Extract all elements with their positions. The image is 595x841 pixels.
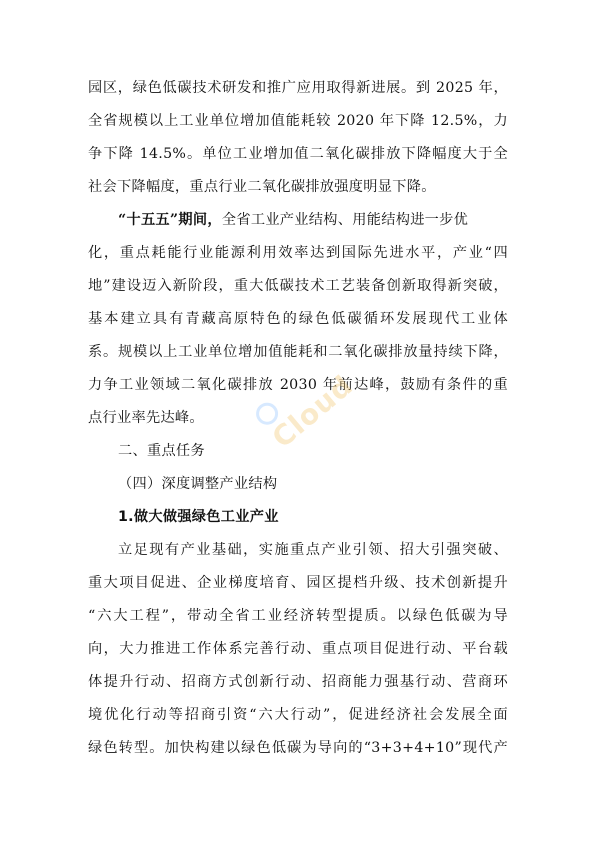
paragraph2-line-6: 力争工业领域二氧化碳排放 2030 年前达峰，鼓励有条件的重 [88,377,508,393]
cloud-watermark-text: Cloud [265,368,360,455]
paragraph2-lead: “十五五”期间， [118,212,222,228]
paragraph1-line-2: 全省规模以上工业单位增加值能耗较 2020 年下降 12.5%，力 [88,113,508,129]
subsection4-title: （四）深度调整产业结构 [118,476,278,492]
paragraph1-line-3: 争下降 14.5%。单位工业增加值二氧化碳排放下降幅度大于全 [88,146,508,162]
paragraph3-line-3: “六大工程”，带动全省工业经济转型提质。以绿色低碳为导 [88,608,508,624]
paragraph3-line-4: 向，大力推进工作体系完善行动、重点项目促进行动、平台载 [88,641,508,657]
paragraph2-line-5: 系。规模以上工业单位增加值能耗和二氧化碳排放量持续下降， [88,344,508,360]
paragraph3-line-2: 重大项目促进、企业梯度培育、园区提档升级、技术创新提升 [88,575,508,591]
paragraph2-first-line-rest: 全省工业产业结构、用能结构进一步优 [221,212,469,228]
item1-title: 1.做大做强绿色工业产业 [118,509,279,525]
paragraph1-line-4: 社会下降幅度，重点行业二氧化碳排放强度明显下降。 [88,179,436,195]
paragraph2-line-2: 化，重点耗能行业能源利用效率达到国际先进水平，产业“四 [88,245,508,261]
paragraph3-line-5: 体提升行动、招商方式创新行动、招商能力强基行动、营商环 [88,674,508,690]
paragraph2-line-4: 基本建立具有青藏高原特色的绿色低碳循环发展现代工业体 [88,311,508,327]
paragraph1-line-1: 园区，绿色低碳技术研发和推广应用取得新进展。到 2025 年， [88,80,508,96]
paragraph3-line-1: 立足现有产业基础，实施重点产业引领、招大引强突破、 [118,542,508,558]
section2-title: 二、重点任务 [118,443,205,459]
paragraph3-line-6: 境优化行动等招商引资“六大行动”，促进经济社会发展全面 [88,707,508,723]
paragraph2-line-7: 点行业率先达峰。 [88,410,204,426]
paragraph3-line-7: 绿色转型。加快构建以绿色低碳为导向的“3+3+4+10”现代产 [88,740,508,756]
paragraph2-first-line [118,210,508,230]
paragraph2-line-3: 地”建设迈入新阶段，重大低碳技术工艺装备创新取得新突破， [88,278,508,294]
